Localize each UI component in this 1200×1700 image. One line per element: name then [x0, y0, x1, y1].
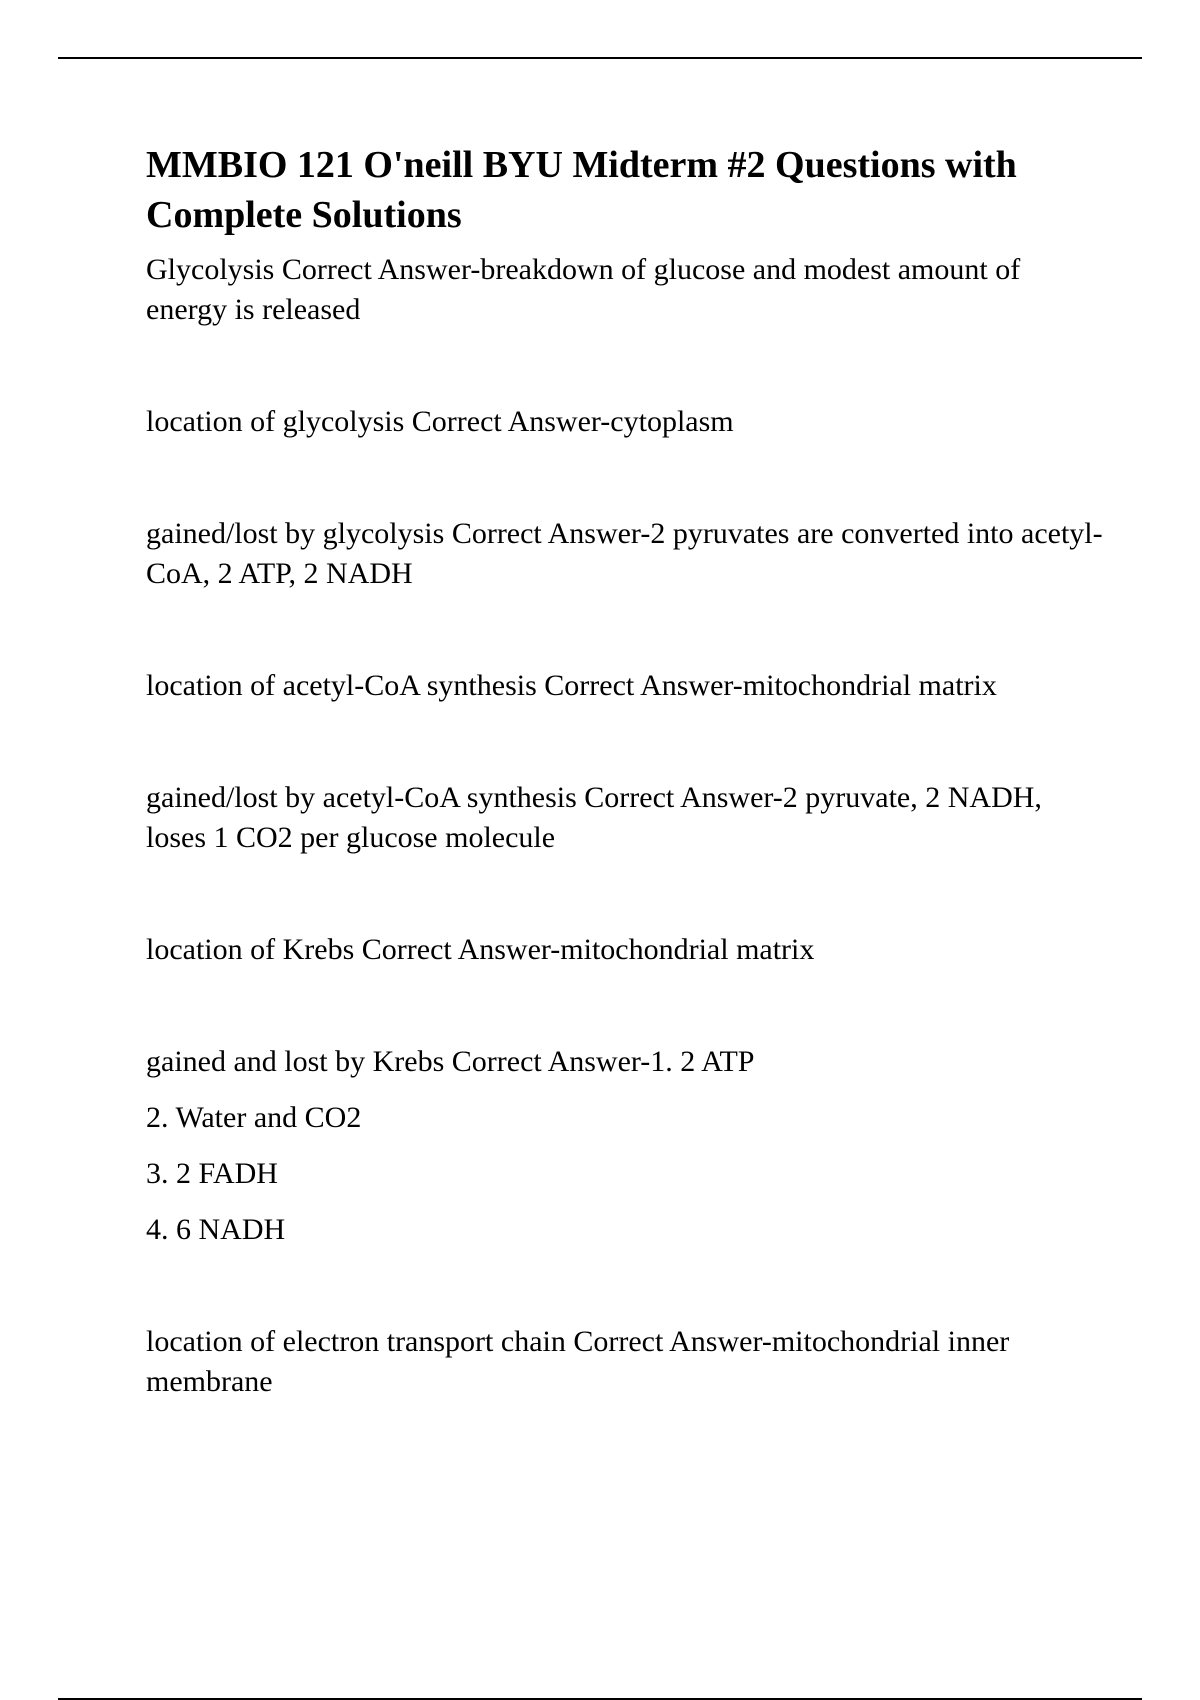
krebs-list-item-3: 3. 2 FADH — [146, 1157, 278, 1190]
entry-glycolysis: Glycolysis Correct Answer-breakdown of glucose and modest amount of energy is released — [146, 253, 1021, 326]
entry-location-etc: location of electron transport chain Correct Answer-mitochondrial inner membrane — [146, 1325, 1010, 1398]
top-rule — [58, 57, 1142, 59]
entry-location-glycolysis: location of glycolysis Correct Answer-cytoplasm — [146, 405, 734, 438]
document-body — [146, 140, 1106, 1402]
entry-gained-lost-glycolysis: gained/lost by glycolysis Correct Answer-2 pyruvates are converted into acetyl-CoA, 2 ATP, 2 NADH — [146, 517, 1103, 590]
entry-location-krebs: location of Krebs Correct Answer-mitochondrial matrix — [146, 933, 815, 966]
krebs-list-item-4: 4. 6 NADH — [146, 1213, 286, 1246]
entry-gained-lost-krebs: gained and lost by Krebs Correct Answer-1. 2 ATP — [146, 1045, 755, 1078]
krebs-list-item-2: 2. Water and CO2 — [146, 1101, 362, 1134]
entry-gained-lost-acetyl-coa: gained/lost by acetyl-CoA synthesis Correct Answer-2 pyruvate, 2 NADH, loses 1 CO2 per glucose molecule — [146, 781, 1042, 854]
document-title: MMBIO 121 O'neill BYU Midterm #2 Questions with Complete Solutions — [146, 144, 1017, 236]
entry-location-acetyl-coa: location of acetyl-CoA synthesis Correct Answer-mitochondrial matrix — [146, 669, 997, 702]
